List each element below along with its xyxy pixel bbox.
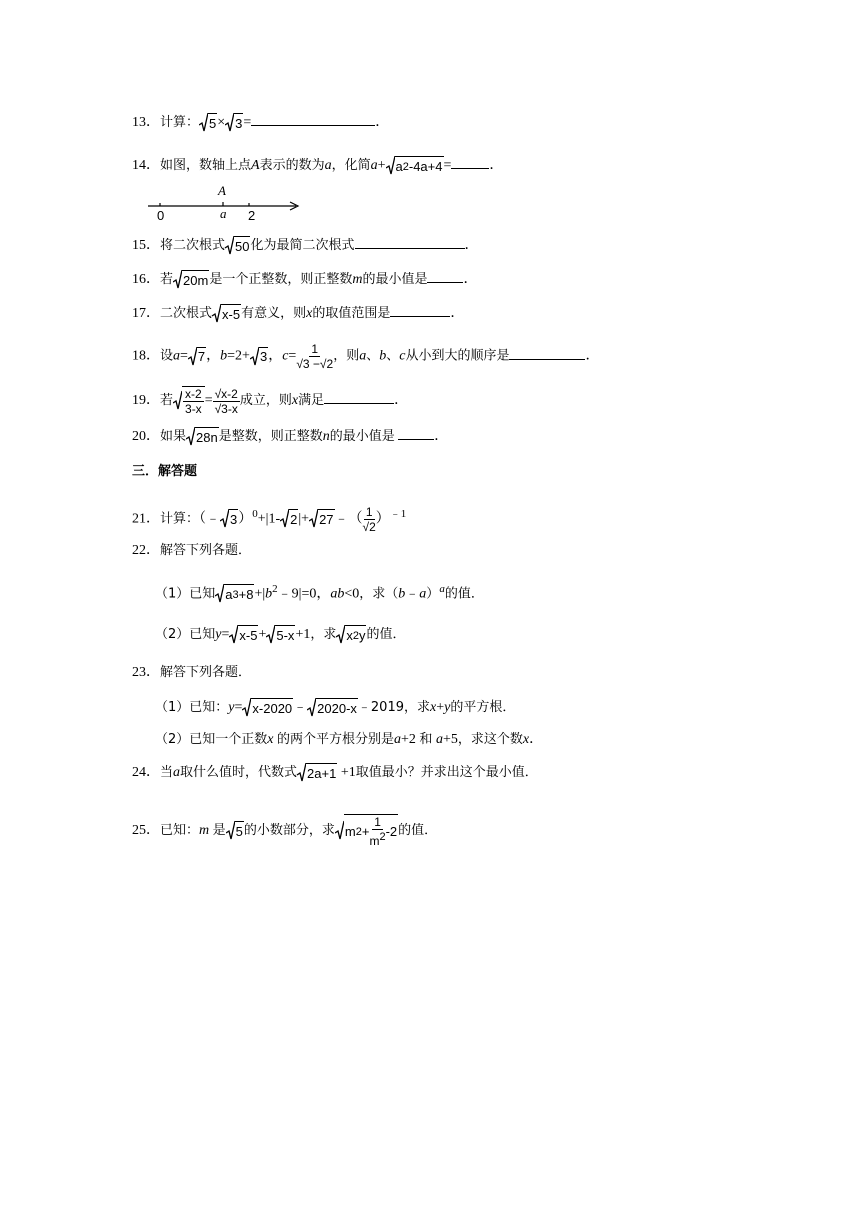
question-number: 21． xyxy=(132,511,160,527)
point-A-label: A xyxy=(218,183,226,198)
question-24: 24．当a取什么值时，代数式 2a+1 +1取值最小？并求出这个最小值． xyxy=(132,763,538,781)
var-x: x xyxy=(291,393,299,409)
question-text: 已知： xyxy=(160,823,200,839)
tick-0-label: 0 xyxy=(157,208,165,223)
punct: ， xyxy=(316,586,331,602)
question-text: 的小数部分，求 xyxy=(243,823,335,839)
part-text: 和 xyxy=(419,732,433,747)
sqrt-5: 5 xyxy=(226,821,244,841)
equals: = xyxy=(243,115,252,131)
fraction-1-sqrt2: $\frac{1}{√2}$ xyxy=(362,504,376,534)
part-label: （1）已知： xyxy=(155,700,229,716)
sqrt-5-x: 5-x xyxy=(266,625,295,645)
sqrt-x2y: x 2 y xyxy=(336,625,366,645)
question-23 xyxy=(132,664,251,682)
punct: ） xyxy=(426,586,440,602)
question-text: 取值最小？并求出这个最小值． xyxy=(355,765,538,781)
part-text: 的值． xyxy=(366,627,406,643)
question-text: 若 xyxy=(160,393,174,409)
question-text: 计算： xyxy=(160,115,200,131)
question-text: 如图，数轴上点 xyxy=(160,158,252,174)
question-text: 表示的数为 xyxy=(259,158,325,174)
question-text: 的最小值是 xyxy=(329,429,395,445)
question-21: 21．计算：（﹣ 3 ）$^0$+|1- 2 |+ 27 ﹣（ $\frac{1}{√2}$ ）$^{﹣1}$ xyxy=(132,504,407,534)
sqrt-m2-expression: m 2 + $\frac{1}{m2}$ -2 xyxy=(335,814,398,848)
sqrt-3: 3 xyxy=(220,509,238,529)
answer-blank[interactable] xyxy=(390,304,450,317)
question-text: 从小到大的顺序是 xyxy=(405,348,510,364)
question-number: 23． xyxy=(132,665,160,680)
sqrt-x-5: x-5 xyxy=(229,625,258,645)
question-number: 19． xyxy=(132,393,160,409)
answer-blank[interactable] xyxy=(355,236,465,249)
question-15: 15．将二次根式 50 化为最简二次根式 ． xyxy=(132,236,479,254)
question-18: 18．设a= 7 ，b=2+ 3 ，c= $\frac{1}{√3 -√2}$ ，则a、b、c从小到大的顺序是 ． xyxy=(132,342,600,371)
fraction-of-roots: $\frac{√x-2}{√3-x}$ xyxy=(214,386,238,416)
part-label: （2）已知一个正数 xyxy=(155,732,268,747)
sqrt-20m: 20m xyxy=(173,270,209,290)
question-text: ，化简 xyxy=(331,158,371,174)
question-text: 计算： xyxy=(160,511,200,527)
var-m: m xyxy=(352,272,363,288)
question-number: 20． xyxy=(132,429,160,445)
question-text: 的值． xyxy=(398,823,438,839)
part-text: ，求 xyxy=(310,627,337,643)
question-text: 当 xyxy=(160,765,174,781)
question-text: 的取值范围是 xyxy=(312,306,391,322)
question-number: 25． xyxy=(132,823,160,839)
question-text: 满足 xyxy=(298,393,325,409)
question-13: 13．计算： 5 × 3 = ． xyxy=(132,113,389,131)
question-text: 将二次根式 xyxy=(160,238,226,254)
question-number: 14． xyxy=(132,158,160,174)
number-line-figure xyxy=(148,183,304,225)
part-label: （2）已知 xyxy=(155,627,216,643)
question-number: 17． xyxy=(132,306,160,322)
question-text: 二次根式 xyxy=(160,306,213,322)
part-text: ﹣2019，求 xyxy=(357,700,430,716)
sqrt-expr: a 2 -4a+4 xyxy=(386,156,444,176)
sqrt-fraction: $\frac{x-2}{3-x}$ xyxy=(173,386,205,416)
sqrt-7: 7 xyxy=(188,347,206,367)
part-text: ，求（ xyxy=(359,586,399,602)
question-14: 14．如图，数轴上点A表示的数为a，化简a+ a 2 -4a+4 = ． xyxy=(132,156,503,174)
question-text: ，则 xyxy=(333,348,360,364)
answer-blank[interactable] xyxy=(398,427,434,440)
part-text: 的值． xyxy=(444,586,484,602)
question-text: 是 xyxy=(212,823,226,839)
fraction-c: $\frac{1}{√3 -√2}$ xyxy=(296,342,334,371)
question-text: 设 xyxy=(160,348,174,364)
answer-blank[interactable] xyxy=(251,113,375,126)
answer-blank[interactable] xyxy=(451,156,489,169)
sqrt-3: 3 xyxy=(250,347,268,367)
equals: = xyxy=(443,158,452,174)
question-number: 13． xyxy=(132,115,160,131)
section-heading: 三．解答题 xyxy=(132,464,198,479)
part-text: ，求这个数 xyxy=(457,732,523,747)
question-text: 是整数，则正整数 xyxy=(218,429,323,445)
sqrt-27: 27 xyxy=(309,509,334,529)
var-a: a xyxy=(173,765,181,781)
question-number: 15． xyxy=(132,238,160,254)
var-n: n xyxy=(322,429,330,445)
question-text: 解答下列各题． xyxy=(160,665,252,680)
question-number: 24． xyxy=(132,765,160,781)
question-22 xyxy=(132,542,251,560)
question-text: 是一个正整数，则正整数 xyxy=(209,272,353,288)
var-a: a xyxy=(324,158,332,174)
question-number: 16． xyxy=(132,272,160,288)
var-A: A xyxy=(251,158,260,174)
answer-blank[interactable] xyxy=(324,391,394,404)
question-text: 若 xyxy=(160,272,174,288)
sqrt-50: 50 xyxy=(225,236,250,256)
question-text: 取什么值时，代数式 xyxy=(180,765,298,781)
var-m: m xyxy=(199,823,210,839)
part-text: 的两个平方根分别是 xyxy=(277,732,395,747)
question-17: 17．二次根式 x-5 有意义，则x的取值范围是 ． xyxy=(132,304,464,322)
part-text: 的平方根． xyxy=(450,700,516,716)
question-16: 16．若 20m 是一个正整数，则正整数m的最小值是 ． xyxy=(132,270,477,288)
answer-blank[interactable] xyxy=(509,347,585,360)
question-22-part-1: （1）已知 a 3 +8 $+|b^2﹣9|=0$，ab<0，求（b﹣a）$^a$的值． xyxy=(155,580,484,598)
question-text: 解答下列各题． xyxy=(160,543,252,558)
sqrt-2: 2 xyxy=(280,509,298,529)
part-label: （1）已知 xyxy=(155,586,216,602)
answer-blank[interactable] xyxy=(427,270,463,283)
question-25 xyxy=(132,814,438,848)
sqrt-2020-x: 2020-x xyxy=(307,698,358,718)
question-number: 22． xyxy=(132,543,160,558)
var-x: x xyxy=(306,306,313,322)
question-text: 如果 xyxy=(160,429,187,445)
question-19: 19．若 $\frac{x-2}{3-x}$ = $\frac{√x-2}{√3-x}$ 成立，则x满足 ． xyxy=(132,386,409,416)
question-text: 的最小值是 xyxy=(362,272,428,288)
sqrt-2a-1: 2a+1 xyxy=(297,763,337,783)
sqrt-3: 3 xyxy=(225,113,243,133)
sqrt-28n: 28n xyxy=(186,427,219,447)
question-number: 18． xyxy=(132,348,160,364)
question-22-part-2: （2）已知y= x-5 + 5-x +1，求 x 2 y 的值． xyxy=(155,625,406,643)
question-text: 有意义，则 xyxy=(241,306,307,322)
sqrt-5: 5 xyxy=(199,113,217,133)
question-23-part-2: （2）已知一个正数x 的两个平方根分别是a+2 和 a+5，求这个数x． xyxy=(155,732,544,747)
question-text: 化为最简二次根式 xyxy=(250,238,355,254)
tick-a-label: a xyxy=(220,206,227,221)
question-text: 成立，则 xyxy=(239,393,292,409)
sqrt-x-5: x-5 xyxy=(212,304,241,324)
sqrt-x-2020: x-2020 xyxy=(242,698,293,718)
question-20: 20．如果 28n 是整数，则正整数n的最小值是 ． xyxy=(132,427,448,445)
tick-2-label: 2 xyxy=(248,208,256,223)
sqrt-a3-8: a 3 +8 xyxy=(215,584,254,604)
question-23-part-1: （1）已知：y= x-2020 ﹣ 2020-x ﹣2019，求x+y的平方根． xyxy=(155,698,515,716)
